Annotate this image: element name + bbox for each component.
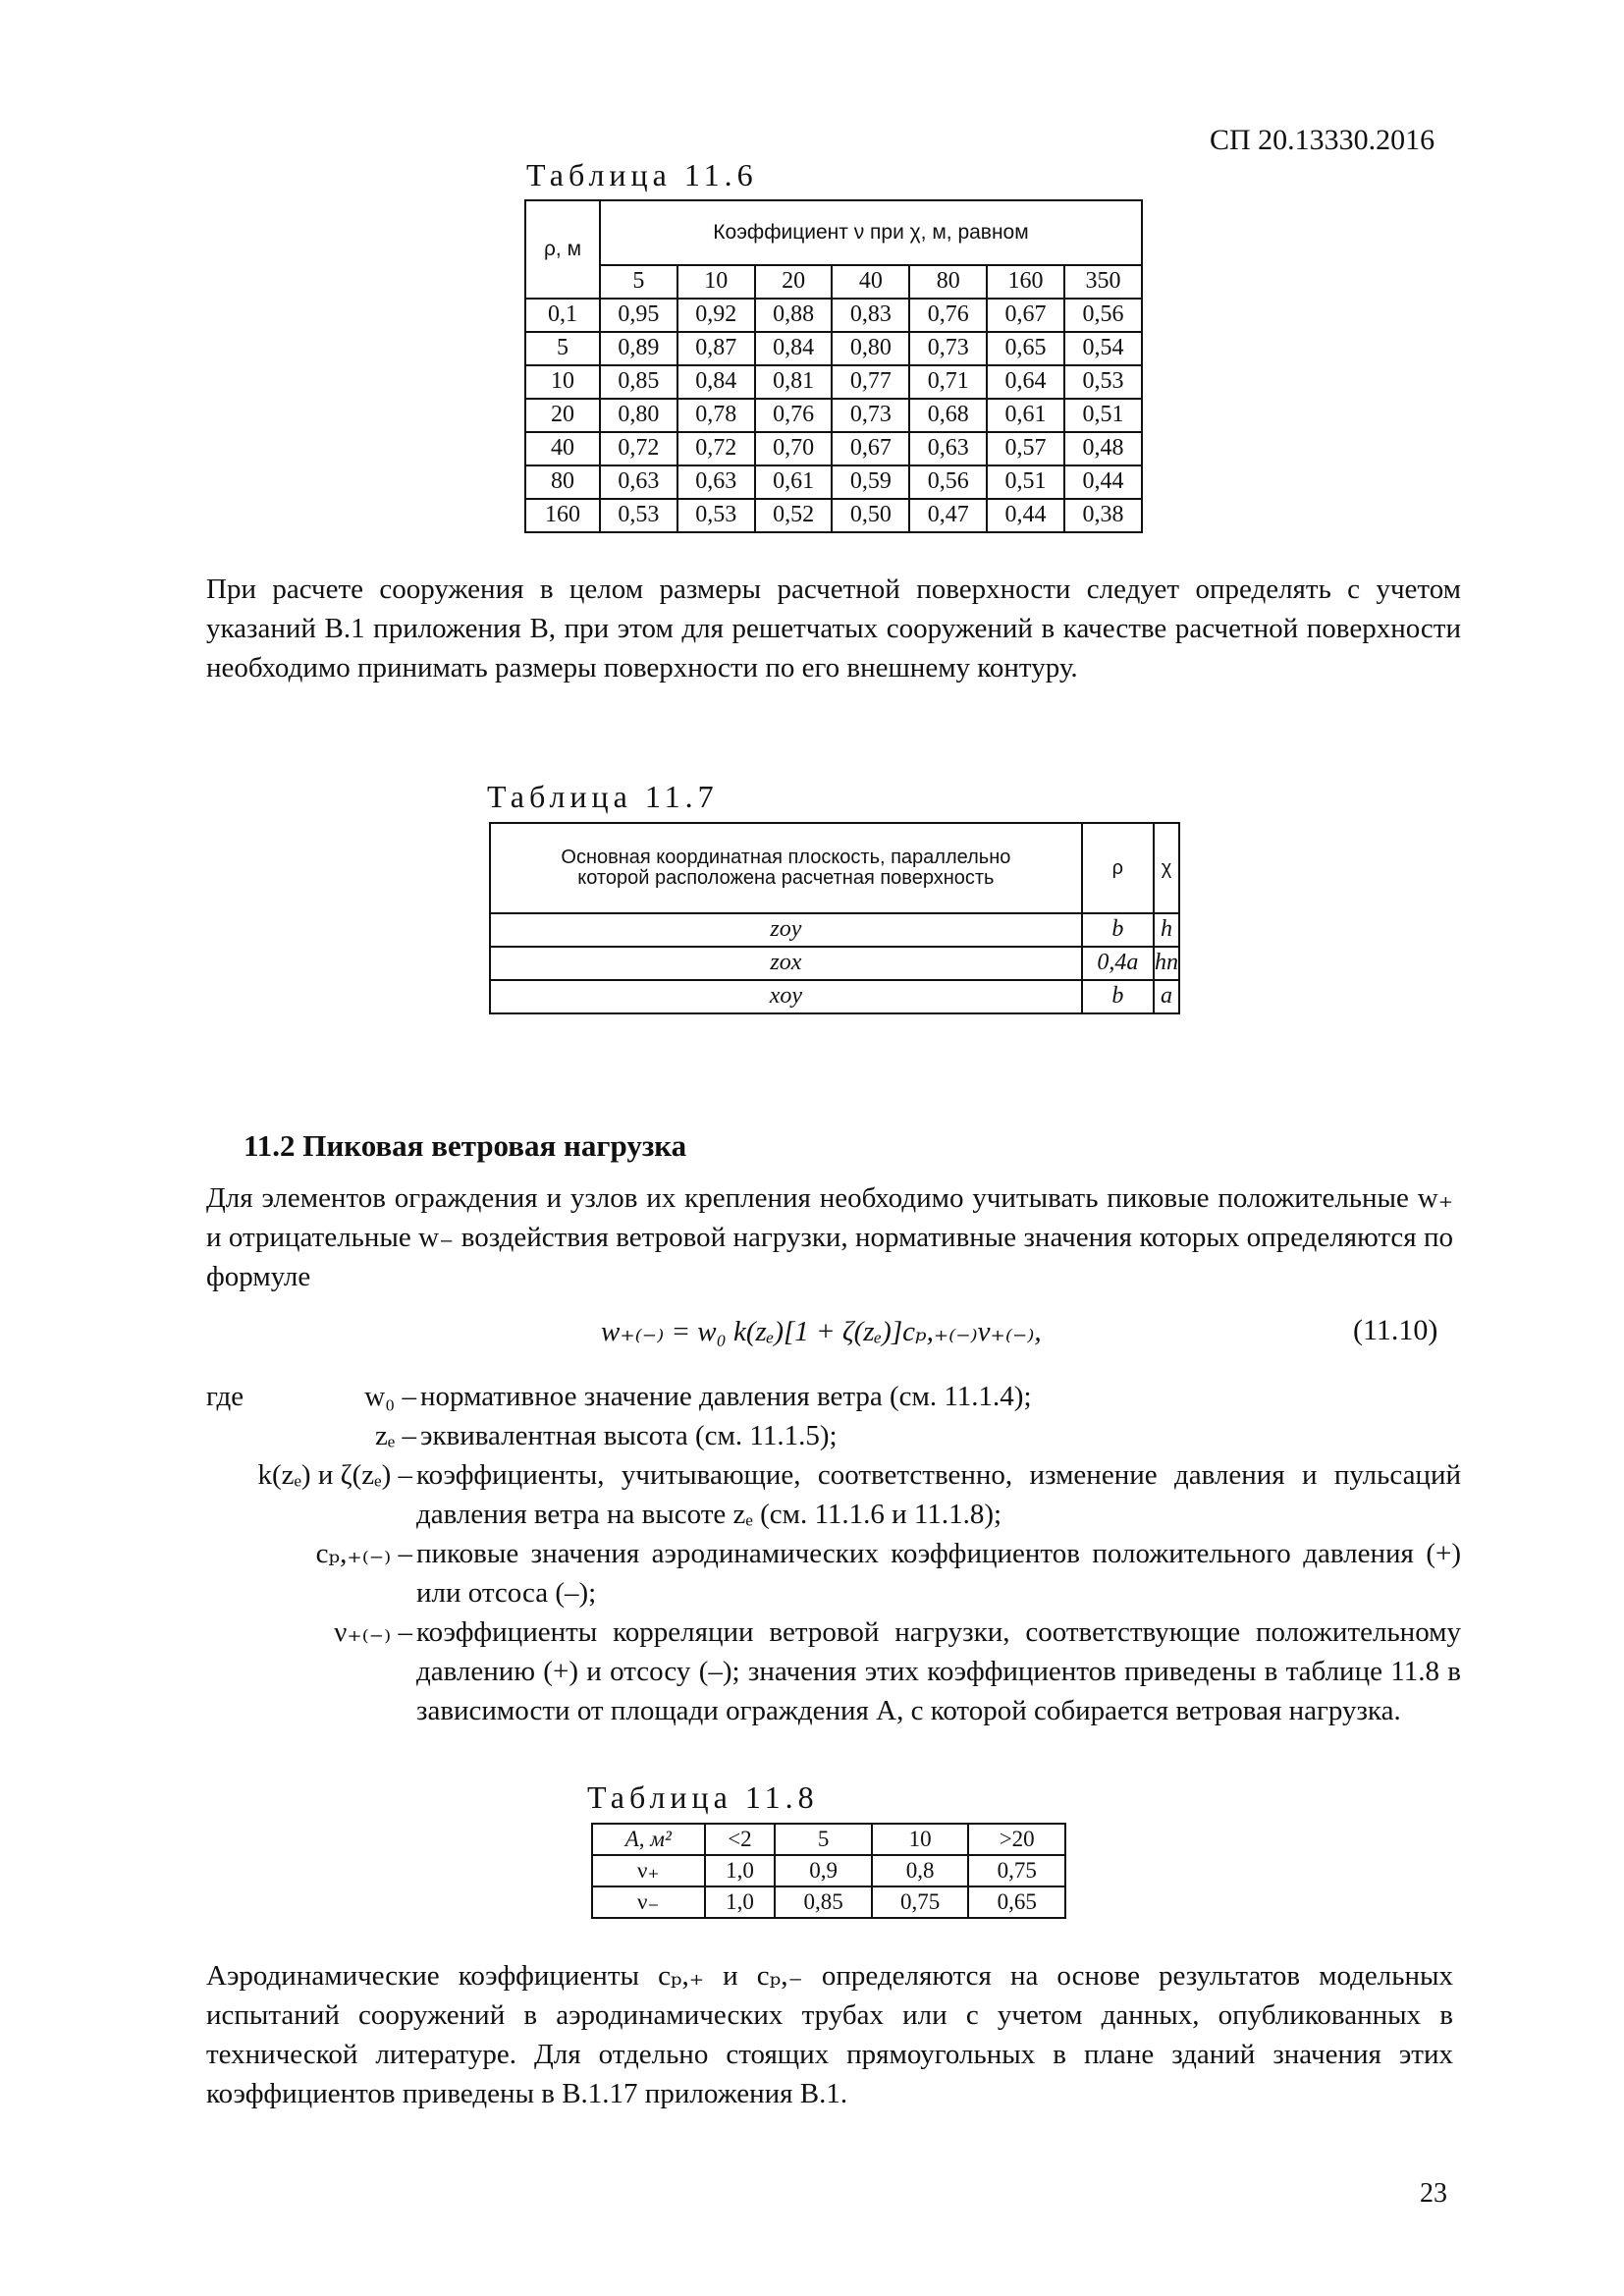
table-cell: 0,73	[909, 332, 987, 365]
table-cell: 0,51	[1064, 399, 1142, 432]
row-label: 10	[525, 365, 600, 399]
table-11-6-body	[525, 299, 1142, 532]
table-row	[525, 499, 1142, 532]
table-cell: 0,80	[832, 332, 909, 365]
table-cell: 0,38	[1064, 499, 1142, 532]
column-header: <2	[705, 1824, 776, 1855]
row-label: 160	[525, 499, 600, 532]
chi-cell: h	[1154, 913, 1179, 947]
table-cell: 0,92	[677, 299, 755, 332]
column-header: 5	[600, 265, 677, 299]
table-cell: 0,59	[832, 465, 909, 499]
chi-cell: a	[1154, 980, 1179, 1013]
rho-cell: b	[1082, 913, 1154, 947]
table-cell: 0,48	[1064, 432, 1142, 465]
chi-header: χ	[1154, 823, 1179, 913]
table-cell: 0,63	[600, 465, 677, 499]
table-cell: 0,56	[909, 465, 987, 499]
table-row	[525, 465, 1142, 499]
def-text-w0: нормативное значение давления ветра (см. 11.1.4);	[420, 1381, 1032, 1412]
table-cell: 0,85	[775, 1886, 872, 1918]
table-cell: 0,76	[909, 299, 987, 332]
table-row	[525, 365, 1142, 399]
table-11-7-caption: Таблица 11.7	[487, 779, 719, 814]
column-header: >20	[968, 1824, 1065, 1855]
table-cell: 0,44	[1064, 465, 1142, 499]
table-cell: 0,61	[755, 465, 833, 499]
table-cell: 0,67	[832, 432, 909, 465]
table-cell: 0,84	[677, 365, 755, 399]
table-cell: 0,64	[987, 365, 1064, 399]
rho-header: ρ	[1082, 823, 1154, 913]
table-row	[525, 332, 1142, 365]
def-term-ze: zₑ –	[374, 1420, 416, 1451]
paragraph-2: Аэродинамические коэффициенты cₚ,₊ и cₚ,₋ определяются на основе результатов модельных испытаний сооружений в аэродинамических трубах или с учетом данных, опубликованных в технической литературе. Для отдельно стоящих прямоугольных в плане зданий значения этих коэффициентов приведены в В.1.17 приложения В.1.	[206, 1960, 1453, 2109]
table-cell: 1,0	[705, 1855, 776, 1886]
table-cell: 0,9	[775, 1855, 872, 1886]
table-cell: 0,88	[755, 299, 833, 332]
table-cell: 0,8	[872, 1855, 969, 1886]
section-intro: Для элементов ограждения и узлов их крепления необходимо учитывать пиковые положительные w₊ и отрицательные w₋ воздействия ветровой нагрузки, нормативные значения которых определяются по формуле	[206, 1182, 1453, 1292]
table-row	[592, 1855, 1065, 1886]
table-row	[525, 299, 1142, 332]
table-cell: 0,47	[909, 499, 987, 532]
table-cell: 0,80	[600, 399, 677, 432]
table-cell: 0,63	[677, 465, 755, 499]
row-label: 40	[525, 432, 600, 465]
plane-cell: xoy	[490, 980, 1082, 1013]
table-11-7-body	[490, 913, 1179, 1013]
table-cell: 0,72	[677, 432, 755, 465]
column-header: 20	[755, 265, 833, 299]
table-cell: 0,51	[987, 465, 1064, 499]
plane-cell: zox	[490, 947, 1082, 980]
chi-cell: hn	[1154, 947, 1179, 980]
table-cell: 0,50	[832, 499, 909, 532]
row-label: 80	[525, 465, 600, 499]
table-cell: 0,76	[755, 399, 833, 432]
table-11-8	[591, 1823, 1066, 1919]
table-11-7	[489, 822, 1180, 1014]
column-header: 80	[909, 265, 987, 299]
table-cell: 0,65	[968, 1886, 1065, 1918]
equation-number: (11.10)	[1353, 1314, 1438, 1346]
table-cell: 0,81	[755, 365, 833, 399]
table-11-6	[524, 199, 1143, 533]
column-header: 10	[872, 1824, 969, 1855]
table-cell: 0,53	[1064, 365, 1142, 399]
table-cell: 1,0	[705, 1886, 776, 1918]
column-group-header: Коэффициент ν при χ, м, равном	[600, 200, 1142, 265]
table-cell: 0,75	[872, 1886, 969, 1918]
table-cell: 0,95	[600, 299, 677, 332]
table-cell: 0,89	[600, 332, 677, 365]
table-row	[490, 980, 1179, 1013]
row-label: ν₊	[592, 1855, 705, 1886]
rho-cell: b	[1082, 980, 1154, 1013]
section-heading: 11.2 Пиковая ветровая нагрузка	[244, 1128, 687, 1163]
def-term-cp: cₚ,₊₍₋₎ –	[315, 1538, 412, 1569]
table-cell: 0,53	[677, 499, 755, 532]
table-cell: 0,52	[755, 499, 833, 532]
table-cell: 0,83	[832, 299, 909, 332]
table-cell: 0,70	[755, 432, 833, 465]
row-header-rho: ρ, м	[525, 200, 600, 299]
column-header: 160	[987, 265, 1064, 299]
row-label: 0,1	[525, 299, 600, 332]
column-header-row	[525, 265, 1142, 299]
paragraph-1: При расчете сооружения в целом размеры расчетной поверхности следует определять с учетом указаний В.1 приложения В, при этом для решетчатых сооружений в качестве расчетной поверхности необходимо принимать размеры поверхности по его внешнему контуру.	[206, 574, 1461, 683]
column-header: 40	[832, 265, 909, 299]
table-11-8-body	[592, 1855, 1065, 1918]
table-cell: 0,77	[832, 365, 909, 399]
plane-cell: zoy	[490, 913, 1082, 947]
table-cell: 0,57	[987, 432, 1064, 465]
table-11-8-header-row	[592, 1824, 1065, 1855]
document-code: СП 20.13330.2016	[1210, 124, 1435, 156]
def-term-w0: w₀ –	[364, 1381, 416, 1412]
table-cell: 0,84	[755, 332, 833, 365]
table-cell: 0,65	[987, 332, 1064, 365]
row-label: ν₋	[592, 1886, 705, 1918]
table-cell: 0,63	[909, 432, 987, 465]
where-label: где	[206, 1381, 244, 1412]
table-cell: 0,56	[1064, 299, 1142, 332]
table-cell: 0,71	[909, 365, 987, 399]
table-row	[490, 947, 1179, 980]
def-term-nu: ν₊₍₋₎ –	[334, 1616, 412, 1648]
plane-header: Основная координатная плоскость, параллельно которой расположена расчетная поверхность	[490, 823, 1082, 913]
table-cell: 0,75	[968, 1855, 1065, 1886]
table-cell: 0,73	[832, 399, 909, 432]
table-row	[525, 399, 1142, 432]
table-11-8-caption: Таблица 11.8	[587, 1779, 819, 1815]
def-text-k-zeta: коэффициенты, учитывающие, соответственно, изменение давления и пульсаций давления ветра на высоте zₑ (см. 11.1.6 и 11.1.8);	[416, 1459, 1461, 1530]
table-cell: 0,78	[677, 399, 755, 432]
rho-cell: 0,4a	[1082, 947, 1154, 980]
table-cell: 0,87	[677, 332, 755, 365]
def-text-cp: пиковые значения аэродинамических коэффициентов положительного давления (+) или отсоса (–);	[416, 1538, 1461, 1609]
row-label: 20	[525, 399, 600, 432]
formula: w₊₍₋₎ = w₀ k(zₑ)[1 + ζ(zₑ)]cₚ,₊₍₋₎ν₊₍₋₎,	[601, 1316, 1042, 1347]
def-term-k-zeta: k(zₑ) и ζ(zₑ) –	[257, 1459, 412, 1491]
table-cell: 0,44	[987, 499, 1064, 532]
table-cell: 0,61	[987, 399, 1064, 432]
table-row	[490, 913, 1179, 947]
def-text-ze: эквивалентная высота (см. 11.1.5);	[420, 1420, 838, 1451]
page-number: 23	[1420, 2178, 1447, 2209]
table-cell: 0,54	[1064, 332, 1142, 365]
table-cell: 0,68	[909, 399, 987, 432]
column-header: A, м²	[592, 1824, 705, 1855]
table-11-6-caption: Таблица 11.6	[526, 157, 758, 192]
table-cell: 0,67	[987, 299, 1064, 332]
table-row	[525, 432, 1142, 465]
row-label: 5	[525, 332, 600, 365]
table-cell: 0,85	[600, 365, 677, 399]
table-row	[592, 1886, 1065, 1918]
table-cell: 0,72	[600, 432, 677, 465]
column-header: 5	[775, 1824, 872, 1855]
table-cell: 0,53	[600, 499, 677, 532]
column-header: 10	[677, 265, 755, 299]
column-header: 350	[1064, 265, 1142, 299]
def-text-nu: коэффициенты корреляции ветровой нагрузки, соответствующие положительному давлению (+) и отсосу (–); значения этих коэффициентов приведены в таблице 11.8 в зависимости от площади ограждения A, с которой собирается ветровая нагрузка.	[416, 1616, 1461, 1726]
